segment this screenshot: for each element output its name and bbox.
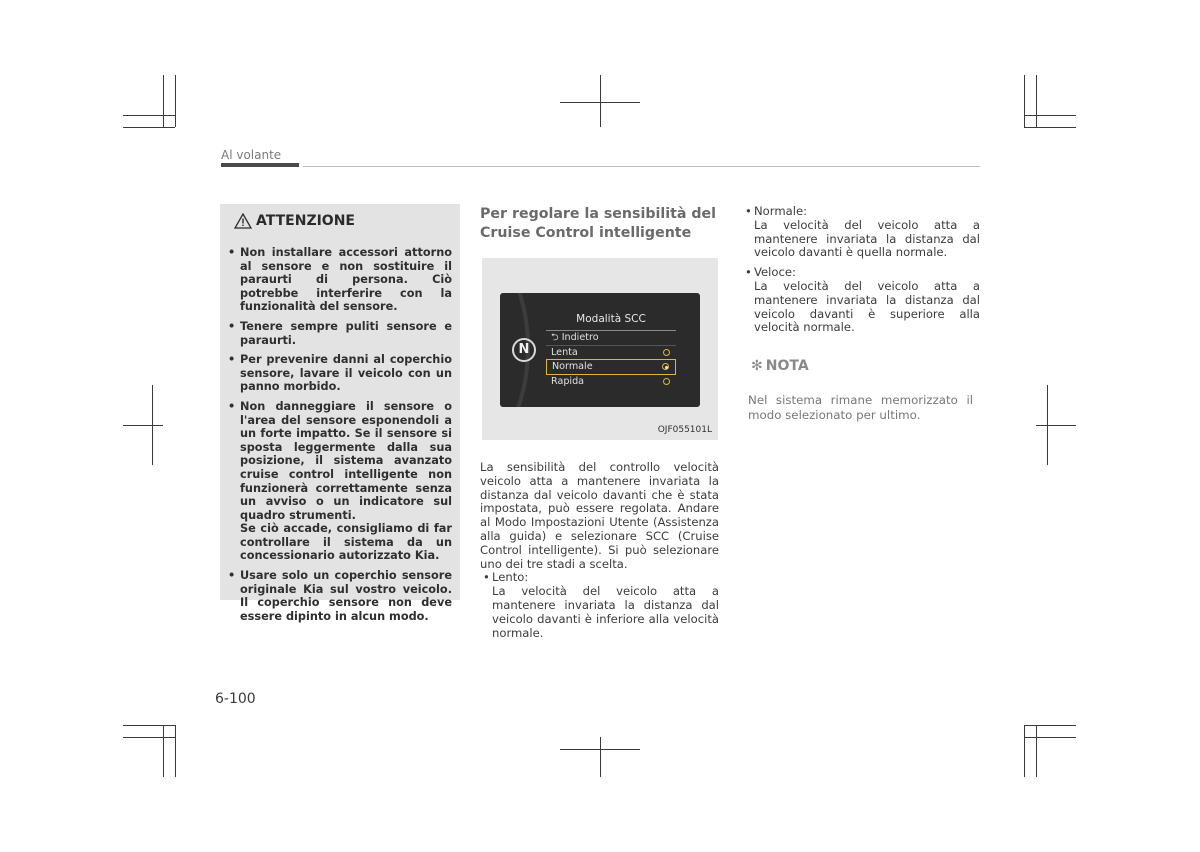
note-star-icon: ✻ bbox=[751, 358, 763, 374]
warning-item: • Per prevenire danni al coperchio sensore, lavare il veicolo con un panno morbido. bbox=[228, 353, 452, 394]
menu-back-item: ⮌ Indietro bbox=[551, 332, 599, 343]
figure-code: OJF055101L bbox=[657, 425, 712, 435]
radio-icon bbox=[663, 349, 670, 356]
bullet-normale: • Normale: La velocità del veicolo atta a mantenere invariata la distanza dal veicolo davanti è quella normale. bbox=[745, 204, 980, 260]
note-title: ✻ NOTA bbox=[751, 358, 809, 374]
gear-indicator: N bbox=[512, 338, 536, 362]
section-heading: Per regolare la sensibilità del Cruise Control intelligente bbox=[480, 206, 717, 241]
menu-option-normale: Normale bbox=[546, 359, 676, 375]
bullet-veloce: • Veloce: La velocità del veicolo atta a mantenere invariata la distanza dal veicolo davanti è superiore alla velocità normale. bbox=[745, 265, 980, 335]
header-bar bbox=[221, 163, 299, 167]
figure-scc-display bbox=[482, 258, 718, 440]
menu-option-lenta: Lenta bbox=[546, 346, 676, 360]
body-paragraph-block bbox=[480, 461, 719, 640]
menu-title: Modalità SCC bbox=[576, 313, 646, 325]
warning-item-note: Se ciò accade, consigliamo di far controllare il sistema da un concessionario autorizzato Kia. bbox=[240, 522, 452, 563]
warning-item: • Non danneggiare il sensore o l'area del sensore esponendoli a un forte impatto. Se il sensore si sposta leggermente dalla sua posizione, il sistema avanzato cruise control intelligente non funzionerà correttamente senza un avviso o un indicatore sul quadro strumenti. Se ciò accade, consigliamo di far controllare il sistema da un concessionario autorizzato Kia. bbox=[228, 400, 452, 563]
cluster-display bbox=[500, 293, 700, 407]
warning-box bbox=[220, 204, 460, 623]
header-rule bbox=[303, 166, 980, 167]
radio-selected-icon bbox=[662, 363, 669, 370]
page-number: 6-100 bbox=[215, 691, 256, 707]
warning-item: • Tenere sempre puliti sensore e paraurti. bbox=[228, 320, 452, 347]
radio-icon bbox=[663, 378, 670, 385]
warning-title-text: ATTENZIONE bbox=[256, 213, 355, 229]
warning-title bbox=[234, 210, 452, 232]
intro-paragraph: La sensibilità del controllo velocità veicolo atta a mantenere invariata la distanza dal veicolo davanti che è stata impostata, può essere regolata. Andare al Modo Impostazioni Utente (Assistenza alla guida) e selezionare SCC (Cruise Control intelligente). Si può selezionare uno dei tre stadi a scelta. bbox=[480, 460, 719, 571]
bullet-lento: • Lento: La velocità del veicolo atta a mantenere invariata la distanza dal veicolo davanti è inferiore alla velocità normale. bbox=[483, 570, 719, 640]
right-column bbox=[742, 205, 980, 341]
warning-list bbox=[228, 246, 452, 623]
back-arrow-icon: ⮌ bbox=[551, 332, 559, 343]
warning-item: • Usare solo un coperchio sensore originale Kia sul vostro veicolo. Il coperchio sensore non deve essere dipinto in alcun modo. bbox=[228, 569, 452, 623]
menu-option-rapida: Rapida bbox=[546, 375, 676, 389]
warning-item: • Non installare accessori attorno al sensore e non sostituire il paraurti di persona. Ciò potrebbe interferire con la funzionalità del sensore. bbox=[228, 246, 452, 314]
note-text: Nel sistema rimane memorizzato il modo selezionato per ultimo. bbox=[748, 393, 973, 422]
section-label: Al volante bbox=[221, 148, 282, 162]
warning-triangle-icon bbox=[234, 213, 252, 229]
